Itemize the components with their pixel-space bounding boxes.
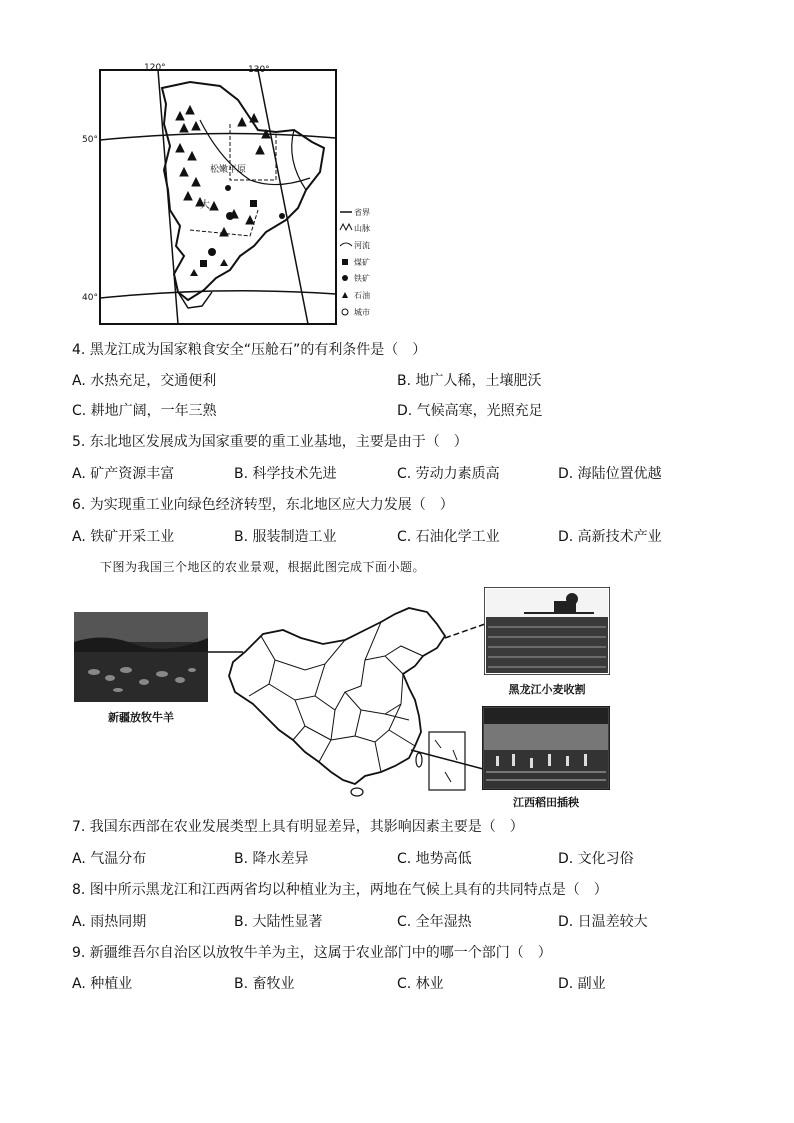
q6-option-c[interactable]: C. 石油化学工业 xyxy=(397,529,500,545)
lat-label: 40° xyxy=(82,293,98,303)
q5-option-d[interactable]: D. 海陆位置优越 xyxy=(558,466,662,482)
q6-option-a[interactable]: A. 铁矿开采工业 xyxy=(72,529,175,545)
q9-option-a[interactable]: A. 种植业 xyxy=(72,976,133,992)
lon-label: 130° xyxy=(248,65,270,75)
question-7-stem: 7. 我国东西部在农业发展类型上具有明显差异，其影响因素主要是（ ） xyxy=(72,819,524,835)
china-outline xyxy=(229,608,445,784)
q7-option-d[interactable]: D. 文化习俗 xyxy=(558,851,634,867)
place-label: 松嫩平原 xyxy=(210,165,247,175)
northeast-region-outline xyxy=(162,82,324,300)
q7-option-a[interactable]: A. 气温分布 xyxy=(72,851,147,867)
q9-option-b[interactable]: B. 畜牧业 xyxy=(234,976,295,992)
question-6-stem: 6. 为实现重工业向绿色经济转型，东北地区应大力发展（ ） xyxy=(72,497,454,513)
question-4-stem: 4. 黑龙江成为国家粮食安全“压舱石”的有利条件是（ ） xyxy=(72,342,427,358)
xinjiang-photo-caption: 新疆放牧牛羊 xyxy=(108,711,174,724)
question-5-stem: 5. 东北地区发展成为国家重要的重工业基地，主要是由于（ ） xyxy=(72,434,468,450)
xinjiang-photo xyxy=(74,612,208,702)
place-label: 大 xyxy=(200,200,210,211)
heilongjiang-photo xyxy=(484,587,610,675)
figure-caption: 下图为我国三个地区的农业景观，根据此图完成下面小题。 xyxy=(100,560,426,574)
q8-option-d[interactable]: D. 日温差较大 xyxy=(558,914,648,930)
q4-option-c[interactable]: C. 耕地广阔，一年三熟 xyxy=(72,403,217,419)
q7-option-c[interactable]: C. 地势高低 xyxy=(397,851,472,867)
q4-option-d[interactable]: D. 气候高寒，光照充足 xyxy=(397,403,543,419)
q4-option-b[interactable]: B. 地广人稀，土壤肥沃 xyxy=(397,373,542,389)
q9-option-c[interactable]: C. 林业 xyxy=(397,976,444,992)
q8-option-a[interactable]: A. 雨热同期 xyxy=(72,914,147,930)
northeast-china-map xyxy=(80,60,390,330)
legend-label: 煤矿 xyxy=(354,258,370,267)
q4-option-a[interactable]: A. 水热充足，交通便利 xyxy=(72,373,217,389)
question-9-stem: 9. 新疆维吾尔自治区以放牧牛羊为主，这属于农业部门中的哪一个部门（ ） xyxy=(72,945,552,961)
legend-label: 省界 xyxy=(354,208,370,217)
q9-option-d[interactable]: D. 副业 xyxy=(558,976,606,992)
lon-label: 120° xyxy=(144,63,166,73)
china-map xyxy=(205,600,495,800)
jiangxi-photo-caption: 江西稻田插秧 xyxy=(513,796,579,809)
legend-label: 铁矿 xyxy=(354,274,370,283)
question-8-stem: 8. 图中所示黑龙江和江西两省均以种植业为主，两地在气候上具有的共同特点是（ ） xyxy=(72,882,608,898)
q7-option-b[interactable]: B. 降水差异 xyxy=(234,851,309,867)
q5-option-a[interactable]: A. 矿产资源丰富 xyxy=(72,466,175,482)
q5-option-c[interactable]: C. 劳动力素质高 xyxy=(397,466,500,482)
q8-option-b[interactable]: B. 大陆性显著 xyxy=(234,914,323,930)
legend-label: 石油 xyxy=(354,291,370,300)
legend-label: 河流 xyxy=(354,241,370,250)
map-legend xyxy=(340,207,370,317)
jiangxi-photo xyxy=(482,706,610,790)
q6-option-b[interactable]: B. 服装制造工业 xyxy=(234,529,337,545)
q5-option-b[interactable]: B. 科学技术先进 xyxy=(234,466,337,482)
q8-option-c[interactable]: C. 全年湿热 xyxy=(397,914,472,930)
legend-label: 城市 xyxy=(354,308,370,317)
legend-label: 山脉 xyxy=(354,224,370,233)
q6-option-d[interactable]: D. 高新技术产业 xyxy=(558,529,662,545)
lat-label: 50° xyxy=(82,135,98,145)
heilongjiang-photo-caption: 黑龙江小麦收割 xyxy=(508,683,586,696)
